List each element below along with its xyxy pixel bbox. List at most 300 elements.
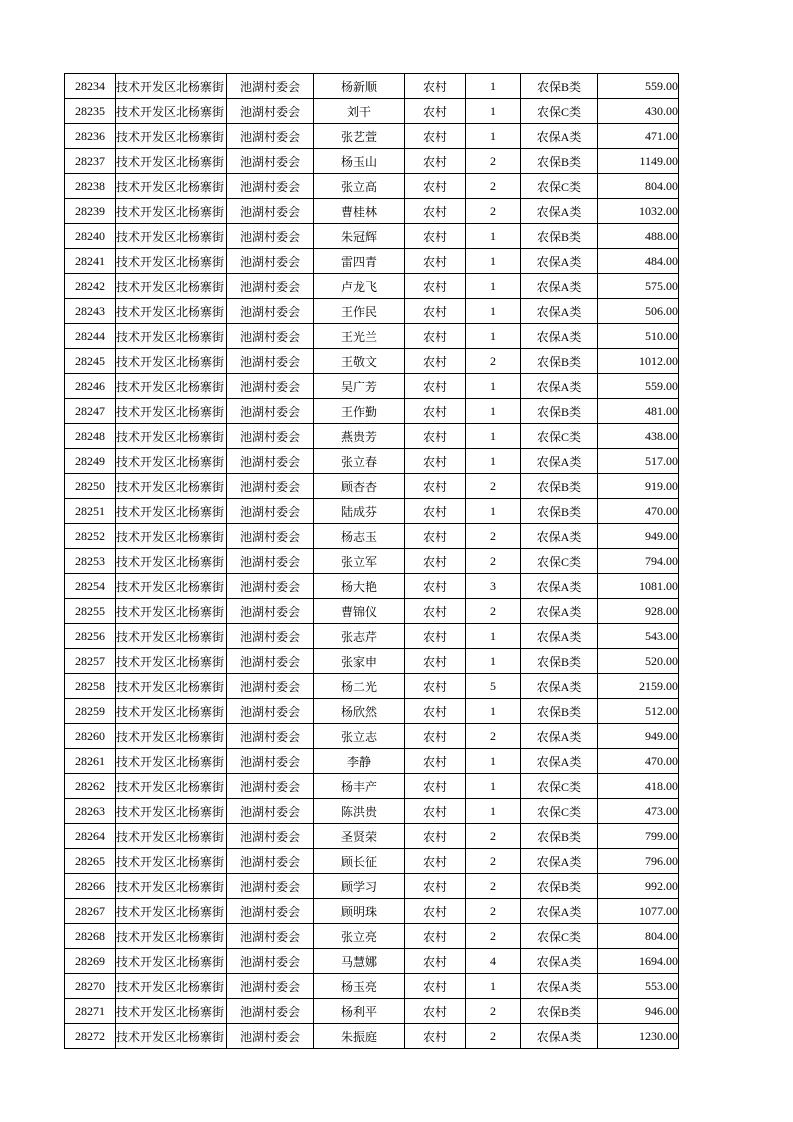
cell-residence-type: 农村: [405, 124, 466, 149]
cell-amount: 992.00: [598, 874, 679, 899]
table-row: [65, 724, 679, 749]
cell-person-count: 1: [466, 399, 521, 424]
cell-person-count: 2: [466, 824, 521, 849]
cell-person-name: 张家申: [314, 649, 405, 674]
cell-residence-type: 农村: [405, 674, 466, 699]
cell-village-committee: 池湖村委会: [227, 74, 314, 99]
cell-district: 技术开发区北杨寨街: [116, 649, 227, 674]
cell-serial-number: 28255: [65, 599, 116, 624]
cell-village-committee: 池湖村委会: [227, 399, 314, 424]
cell-residence-type: 农村: [405, 724, 466, 749]
cell-amount: 799.00: [598, 824, 679, 849]
cell-village-committee: 池湖村委会: [227, 349, 314, 374]
cell-person-count: 1: [466, 774, 521, 799]
cell-serial-number: 28235: [65, 99, 116, 124]
cell-village-committee: 池湖村委会: [227, 699, 314, 724]
cell-residence-type: 农村: [405, 949, 466, 974]
table-row: [65, 474, 679, 499]
cell-serial-number: 28259: [65, 699, 116, 724]
cell-village-committee: 池湖村委会: [227, 849, 314, 874]
cell-person-count: 1: [466, 299, 521, 324]
cell-insurance-category: 农保B类: [521, 699, 598, 724]
cell-amount: 473.00: [598, 799, 679, 824]
cell-amount: 559.00: [598, 374, 679, 399]
cell-person-count: 1: [466, 799, 521, 824]
cell-village-committee: 池湖村委会: [227, 824, 314, 849]
cell-amount: 1012.00: [598, 349, 679, 374]
cell-village-committee: 池湖村委会: [227, 299, 314, 324]
cell-insurance-category: 农保C类: [521, 549, 598, 574]
cell-person-name: 杨二光: [314, 674, 405, 699]
cell-village-committee: 池湖村委会: [227, 274, 314, 299]
table-row: [65, 699, 679, 724]
cell-serial-number: 28234: [65, 74, 116, 99]
cell-serial-number: 28239: [65, 199, 116, 224]
cell-person-name: 张立志: [314, 724, 405, 749]
table-row: [65, 899, 679, 924]
cell-serial-number: 28250: [65, 474, 116, 499]
cell-amount: 430.00: [598, 99, 679, 124]
cell-serial-number: 28246: [65, 374, 116, 399]
cell-village-committee: 池湖村委会: [227, 424, 314, 449]
cell-person-count: 1: [466, 449, 521, 474]
cell-amount: 804.00: [598, 924, 679, 949]
table-row: [65, 374, 679, 399]
cell-district: 技术开发区北杨寨街: [116, 999, 227, 1024]
cell-insurance-category: 农保A类: [521, 899, 598, 924]
cell-person-name: 张立高: [314, 174, 405, 199]
cell-serial-number: 28253: [65, 549, 116, 574]
cell-person-count: 2: [466, 149, 521, 174]
records-table: [64, 73, 679, 1049]
cell-insurance-category: 农保B类: [521, 824, 598, 849]
cell-district: 技术开发区北杨寨街: [116, 474, 227, 499]
cell-district: 技术开发区北杨寨街: [116, 424, 227, 449]
cell-amount: 804.00: [598, 174, 679, 199]
cell-residence-type: 农村: [405, 474, 466, 499]
table-row: [65, 349, 679, 374]
cell-amount: 949.00: [598, 524, 679, 549]
table-row: [65, 149, 679, 174]
cell-amount: 438.00: [598, 424, 679, 449]
cell-insurance-category: 农保C类: [521, 774, 598, 799]
cell-residence-type: 农村: [405, 449, 466, 474]
cell-person-count: 4: [466, 949, 521, 974]
cell-person-count: 1: [466, 74, 521, 99]
table-row: [65, 324, 679, 349]
cell-person-name: 杨新顺: [314, 74, 405, 99]
cell-person-count: 2: [466, 174, 521, 199]
cell-person-count: 2: [466, 874, 521, 899]
cell-person-count: 1: [466, 274, 521, 299]
cell-person-name: 王作勤: [314, 399, 405, 424]
cell-insurance-category: 农保B类: [521, 999, 598, 1024]
cell-serial-number: 28242: [65, 274, 116, 299]
cell-residence-type: 农村: [405, 174, 466, 199]
cell-district: 技术开发区北杨寨街: [116, 174, 227, 199]
cell-amount: 1081.00: [598, 574, 679, 599]
cell-person-name: 李静: [314, 749, 405, 774]
cell-district: 技术开发区北杨寨街: [116, 574, 227, 599]
cell-residence-type: 农村: [405, 749, 466, 774]
cell-amount: 559.00: [598, 74, 679, 99]
cell-serial-number: 28252: [65, 524, 116, 549]
cell-village-committee: 池湖村委会: [227, 449, 314, 474]
cell-village-committee: 池湖村委会: [227, 774, 314, 799]
cell-village-committee: 池湖村委会: [227, 924, 314, 949]
cell-serial-number: 28264: [65, 824, 116, 849]
cell-person-count: 2: [466, 474, 521, 499]
cell-person-count: 1: [466, 224, 521, 249]
cell-residence-type: 农村: [405, 74, 466, 99]
cell-amount: 484.00: [598, 249, 679, 274]
cell-district: 技术开发区北杨寨街: [116, 599, 227, 624]
cell-district: 技术开发区北杨寨街: [116, 99, 227, 124]
cell-amount: 1032.00: [598, 199, 679, 224]
cell-district: 技术开发区北杨寨街: [116, 899, 227, 924]
cell-insurance-category: 农保A类: [521, 724, 598, 749]
cell-person-count: 2: [466, 524, 521, 549]
cell-insurance-category: 农保B类: [521, 74, 598, 99]
cell-village-committee: 池湖村委会: [227, 324, 314, 349]
cell-person-name: 曹锦仪: [314, 599, 405, 624]
cell-person-name: 杨志玉: [314, 524, 405, 549]
cell-district: 技术开发区北杨寨街: [116, 149, 227, 174]
cell-person-name: 曹桂林: [314, 199, 405, 224]
cell-amount: 1694.00: [598, 949, 679, 974]
table-row: [65, 499, 679, 524]
cell-insurance-category: 农保A类: [521, 974, 598, 999]
cell-insurance-category: 农保A类: [521, 124, 598, 149]
cell-district: 技术开发区北杨寨街: [116, 824, 227, 849]
table-row: [65, 674, 679, 699]
cell-person-name: 陈洪贵: [314, 799, 405, 824]
cell-person-name: 燕贵芳: [314, 424, 405, 449]
table-body: [65, 74, 679, 1049]
cell-district: 技术开发区北杨寨街: [116, 924, 227, 949]
cell-person-name: 顾学习: [314, 874, 405, 899]
cell-amount: 1077.00: [598, 899, 679, 924]
cell-person-name: 张艺萱: [314, 124, 405, 149]
cell-residence-type: 农村: [405, 624, 466, 649]
cell-person-name: 张志芹: [314, 624, 405, 649]
cell-person-name: 吴广芳: [314, 374, 405, 399]
cell-person-count: 2: [466, 549, 521, 574]
table-row: [65, 874, 679, 899]
table-row: [65, 524, 679, 549]
cell-district: 技术开发区北杨寨街: [116, 274, 227, 299]
cell-amount: 1149.00: [598, 149, 679, 174]
cell-insurance-category: 农保A类: [521, 274, 598, 299]
cell-insurance-category: 农保A类: [521, 599, 598, 624]
cell-district: 技术开发区北杨寨街: [116, 949, 227, 974]
cell-amount: 949.00: [598, 724, 679, 749]
cell-insurance-category: 农保B类: [521, 349, 598, 374]
cell-person-count: 5: [466, 674, 521, 699]
cell-amount: 919.00: [598, 474, 679, 499]
cell-person-name: 顾明珠: [314, 899, 405, 924]
cell-village-committee: 池湖村委会: [227, 224, 314, 249]
cell-district: 技术开发区北杨寨街: [116, 374, 227, 399]
cell-residence-type: 农村: [405, 324, 466, 349]
cell-amount: 418.00: [598, 774, 679, 799]
cell-residence-type: 农村: [405, 1024, 466, 1049]
cell-insurance-category: 农保A类: [521, 849, 598, 874]
cell-insurance-category: 农保A类: [521, 949, 598, 974]
cell-amount: 553.00: [598, 974, 679, 999]
cell-village-committee: 池湖村委会: [227, 999, 314, 1024]
cell-person-count: 2: [466, 999, 521, 1024]
cell-residence-type: 农村: [405, 549, 466, 574]
cell-residence-type: 农村: [405, 874, 466, 899]
cell-insurance-category: 农保A类: [521, 449, 598, 474]
cell-village-committee: 池湖村委会: [227, 724, 314, 749]
cell-person-count: 1: [466, 374, 521, 399]
cell-insurance-category: 农保A类: [521, 1024, 598, 1049]
cell-village-committee: 池湖村委会: [227, 524, 314, 549]
cell-person-name: 雷四青: [314, 249, 405, 274]
cell-residence-type: 农村: [405, 974, 466, 999]
cell-village-committee: 池湖村委会: [227, 899, 314, 924]
cell-insurance-category: 农保B类: [521, 149, 598, 174]
cell-residence-type: 农村: [405, 824, 466, 849]
cell-person-name: 顾长征: [314, 849, 405, 874]
cell-serial-number: 28245: [65, 349, 116, 374]
table-row: [65, 74, 679, 99]
cell-person-count: 1: [466, 499, 521, 524]
cell-person-name: 顾杏杏: [314, 474, 405, 499]
cell-person-name: 张立亮: [314, 924, 405, 949]
table-row: [65, 624, 679, 649]
cell-village-committee: 池湖村委会: [227, 549, 314, 574]
cell-residence-type: 农村: [405, 274, 466, 299]
cell-serial-number: 28268: [65, 924, 116, 949]
cell-district: 技术开发区北杨寨街: [116, 699, 227, 724]
cell-serial-number: 28267: [65, 899, 116, 924]
cell-serial-number: 28240: [65, 224, 116, 249]
cell-insurance-category: 农保C类: [521, 424, 598, 449]
cell-person-count: 1: [466, 324, 521, 349]
table-row: [65, 1024, 679, 1049]
cell-insurance-category: 农保B类: [521, 499, 598, 524]
table-row: [65, 399, 679, 424]
cell-serial-number: 28260: [65, 724, 116, 749]
table-row: [65, 599, 679, 624]
cell-amount: 471.00: [598, 124, 679, 149]
cell-amount: 794.00: [598, 549, 679, 574]
cell-person-name: 杨大艳: [314, 574, 405, 599]
table-row: [65, 574, 679, 599]
cell-insurance-category: 农保A类: [521, 524, 598, 549]
cell-residence-type: 农村: [405, 774, 466, 799]
cell-village-committee: 池湖村委会: [227, 1024, 314, 1049]
cell-village-committee: 池湖村委会: [227, 674, 314, 699]
table-row: [65, 774, 679, 799]
cell-residence-type: 农村: [405, 374, 466, 399]
cell-serial-number: 28270: [65, 974, 116, 999]
cell-serial-number: 28249: [65, 449, 116, 474]
cell-insurance-category: 农保A类: [521, 749, 598, 774]
cell-amount: 1230.00: [598, 1024, 679, 1049]
cell-village-committee: 池湖村委会: [227, 199, 314, 224]
cell-village-committee: 池湖村委会: [227, 949, 314, 974]
cell-serial-number: 28248: [65, 424, 116, 449]
cell-village-committee: 池湖村委会: [227, 599, 314, 624]
cell-insurance-category: 农保C类: [521, 799, 598, 824]
cell-person-name: 杨玉山: [314, 149, 405, 174]
table-row: [65, 549, 679, 574]
table-row: [65, 749, 679, 774]
cell-serial-number: 28236: [65, 124, 116, 149]
cell-person-name: 王光兰: [314, 324, 405, 349]
cell-amount: 517.00: [598, 449, 679, 474]
cell-person-count: 1: [466, 249, 521, 274]
cell-person-count: 1: [466, 749, 521, 774]
cell-person-count: 2: [466, 199, 521, 224]
cell-serial-number: 28272: [65, 1024, 116, 1049]
table-row: [65, 974, 679, 999]
cell-amount: 488.00: [598, 224, 679, 249]
cell-residence-type: 农村: [405, 249, 466, 274]
table-row: [65, 124, 679, 149]
cell-district: 技术开发区北杨寨街: [116, 874, 227, 899]
cell-person-count: 2: [466, 1024, 521, 1049]
cell-amount: 946.00: [598, 999, 679, 1024]
table-row: [65, 274, 679, 299]
cell-person-count: 1: [466, 124, 521, 149]
cell-serial-number: 28262: [65, 774, 116, 799]
cell-village-committee: 池湖村委会: [227, 749, 314, 774]
table-row: [65, 849, 679, 874]
cell-village-committee: 池湖村委会: [227, 149, 314, 174]
cell-insurance-category: 农保C类: [521, 99, 598, 124]
cell-district: 技术开发区北杨寨街: [116, 349, 227, 374]
cell-amount: 470.00: [598, 749, 679, 774]
cell-amount: 796.00: [598, 849, 679, 874]
cell-village-committee: 池湖村委会: [227, 374, 314, 399]
cell-district: 技术开发区北杨寨街: [116, 849, 227, 874]
cell-village-committee: 池湖村委会: [227, 574, 314, 599]
cell-amount: 543.00: [598, 624, 679, 649]
cell-person-count: 2: [466, 724, 521, 749]
cell-insurance-category: 农保A类: [521, 324, 598, 349]
cell-residence-type: 农村: [405, 349, 466, 374]
cell-village-committee: 池湖村委会: [227, 99, 314, 124]
cell-district: 技术开发区北杨寨街: [116, 524, 227, 549]
table-row: [65, 299, 679, 324]
cell-district: 技术开发区北杨寨街: [116, 549, 227, 574]
cell-residence-type: 农村: [405, 149, 466, 174]
table-row: [65, 449, 679, 474]
cell-residence-type: 农村: [405, 499, 466, 524]
cell-residence-type: 农村: [405, 849, 466, 874]
cell-amount: 2159.00: [598, 674, 679, 699]
cell-district: 技术开发区北杨寨街: [116, 224, 227, 249]
cell-village-committee: 池湖村委会: [227, 874, 314, 899]
cell-village-committee: 池湖村委会: [227, 624, 314, 649]
cell-insurance-category: 农保B类: [521, 874, 598, 899]
table-row: [65, 199, 679, 224]
cell-amount: 470.00: [598, 499, 679, 524]
cell-amount: 481.00: [598, 399, 679, 424]
cell-person-name: 马慧娜: [314, 949, 405, 974]
cell-serial-number: 28251: [65, 499, 116, 524]
cell-serial-number: 28256: [65, 624, 116, 649]
cell-person-count: 2: [466, 849, 521, 874]
cell-village-committee: 池湖村委会: [227, 499, 314, 524]
cell-insurance-category: 农保A类: [521, 624, 598, 649]
cell-residence-type: 农村: [405, 299, 466, 324]
cell-person-name: 杨欣然: [314, 699, 405, 724]
cell-district: 技术开发区北杨寨街: [116, 499, 227, 524]
cell-residence-type: 农村: [405, 424, 466, 449]
cell-person-name: 朱振庭: [314, 1024, 405, 1049]
cell-person-count: 2: [466, 599, 521, 624]
cell-village-committee: 池湖村委会: [227, 799, 314, 824]
cell-person-name: 杨玉亮: [314, 974, 405, 999]
cell-serial-number: 28258: [65, 674, 116, 699]
cell-residence-type: 农村: [405, 799, 466, 824]
cell-district: 技术开发区北杨寨街: [116, 974, 227, 999]
cell-village-committee: 池湖村委会: [227, 649, 314, 674]
cell-person-count: 1: [466, 649, 521, 674]
cell-serial-number: 28241: [65, 249, 116, 274]
cell-person-name: 朱冠辉: [314, 224, 405, 249]
cell-person-count: 2: [466, 899, 521, 924]
cell-serial-number: 28244: [65, 324, 116, 349]
cell-insurance-category: 农保A类: [521, 199, 598, 224]
cell-district: 技术开发区北杨寨街: [116, 449, 227, 474]
cell-insurance-category: 农保A类: [521, 574, 598, 599]
table-row: [65, 224, 679, 249]
cell-insurance-category: 农保A类: [521, 374, 598, 399]
cell-village-committee: 池湖村委会: [227, 124, 314, 149]
table-row: [65, 424, 679, 449]
cell-district: 技术开发区北杨寨街: [116, 299, 227, 324]
table-row: [65, 799, 679, 824]
cell-person-count: 1: [466, 699, 521, 724]
cell-district: 技术开发区北杨寨街: [116, 249, 227, 274]
cell-serial-number: 28265: [65, 849, 116, 874]
cell-district: 技术开发区北杨寨街: [116, 799, 227, 824]
cell-person-name: 卢龙飞: [314, 274, 405, 299]
cell-serial-number: 28257: [65, 649, 116, 674]
cell-insurance-category: 农保B类: [521, 224, 598, 249]
cell-residence-type: 农村: [405, 699, 466, 724]
table-row: [65, 99, 679, 124]
cell-residence-type: 农村: [405, 599, 466, 624]
cell-residence-type: 农村: [405, 649, 466, 674]
cell-residence-type: 农村: [405, 524, 466, 549]
cell-serial-number: 28247: [65, 399, 116, 424]
table-row: [65, 824, 679, 849]
cell-person-count: 2: [466, 349, 521, 374]
cell-residence-type: 农村: [405, 399, 466, 424]
cell-person-name: 王作民: [314, 299, 405, 324]
cell-person-count: 1: [466, 424, 521, 449]
table-row: [65, 174, 679, 199]
cell-insurance-category: 农保B类: [521, 474, 598, 499]
cell-district: 技术开发区北杨寨街: [116, 324, 227, 349]
cell-district: 技术开发区北杨寨街: [116, 1024, 227, 1049]
cell-district: 技术开发区北杨寨街: [116, 74, 227, 99]
cell-person-name: 张立军: [314, 549, 405, 574]
cell-insurance-category: 农保A类: [521, 299, 598, 324]
cell-insurance-category: 农保B类: [521, 399, 598, 424]
cell-insurance-category: 农保A类: [521, 249, 598, 274]
table-row: [65, 999, 679, 1024]
cell-serial-number: 28269: [65, 949, 116, 974]
